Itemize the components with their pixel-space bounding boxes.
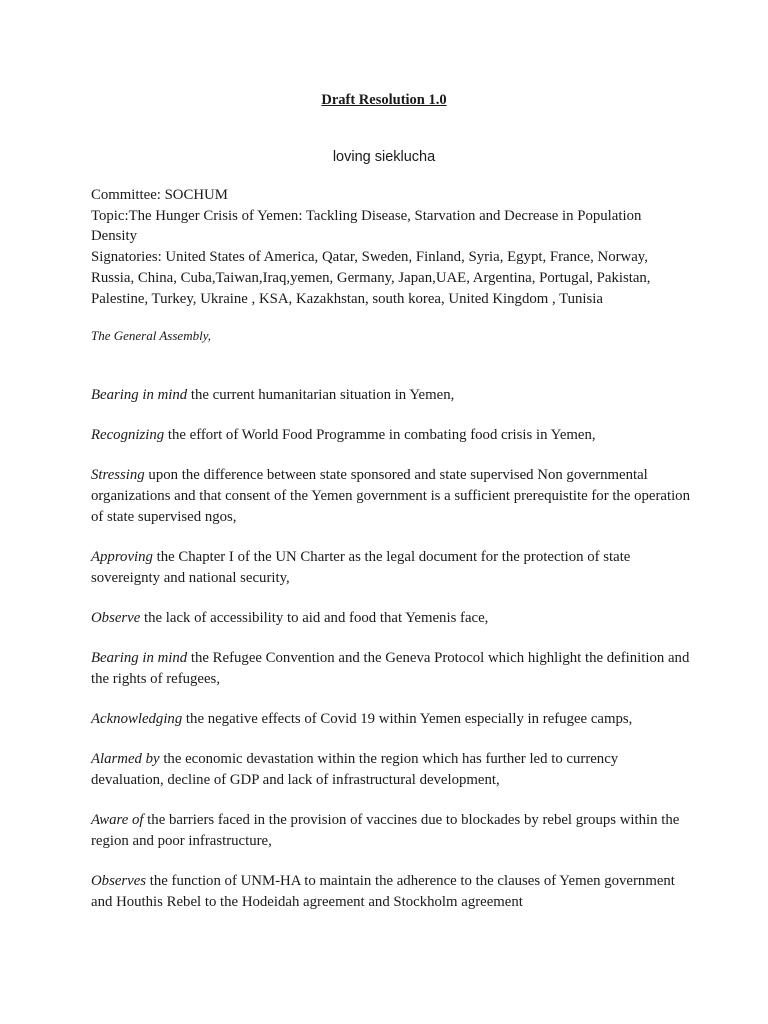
clause (91, 648, 691, 690)
clause-lead: Approving (91, 549, 153, 565)
clause-lead: Recognizing (91, 427, 165, 443)
clause-text: the Refugee Convention and the Geneva Protocol which highlight the definition and the rights of refugees, (91, 650, 690, 687)
clause (91, 608, 691, 629)
clause-text: the Chapter I of the UN Charter as the legal document for the protection of state sovereignty and national security, (91, 549, 631, 586)
clause (91, 871, 691, 913)
clause-lead: Observe (91, 610, 141, 626)
clause (91, 749, 691, 791)
signatories-line: Signatories: United States of America, Qatar, Sweden, Finland, Syria, Egypt, France, Norway, Russia, China, Cuba,Taiwan,Iraq,yemen, Germany, Japan,UAE, Argentina, Portugal, Pakistan, Palestine, Turkey, Ukraine , KSA, Kazakhstan, south korea, United Kingdom , Tunisia (91, 249, 651, 307)
clause-lead: Stressing (91, 467, 145, 483)
author-name: loving sieklucha (332, 149, 436, 165)
clause (91, 465, 691, 528)
clause-text: the economic devastation within the region which has further led to currency devaluation, decline of GDP and lack of infrastructural development, (91, 751, 619, 788)
clause-lead: Bearing in mind (91, 387, 188, 403)
clause-lead: Acknowledging (91, 711, 183, 727)
clause-text: upon the difference between state sponsored and state supervised Non governmental organizations and that consent of the Yemen government is a sufficient prerequistite for the operation of state supervised ngos, (91, 467, 690, 525)
clause-text: the current humanitarian situation in Yemen, (187, 387, 455, 403)
resolution-metadata (91, 185, 691, 309)
general-assembly-heading: The General Assembly, (91, 328, 211, 343)
clause (91, 810, 691, 852)
clause (91, 385, 691, 406)
clause-lead: Aware of (91, 812, 144, 828)
clause-lead: Observes (91, 873, 147, 889)
clause-text: the function of UNM-HA to maintain the adherence to the clauses of Yemen government and Houthis Rebel to the Hodeidah agreement and Stockholm agreement (91, 873, 675, 910)
clause-text: the barriers faced in the provision of vaccines due to blockades by rebel groups within the region and poor infrastructure, (91, 812, 680, 849)
clause (91, 547, 691, 589)
clause-lead: Bearing in mind (91, 650, 188, 666)
clause (91, 709, 691, 730)
document-title: Draft Resolution 1.0 (321, 92, 447, 108)
topic-line: Topic:The Hunger Crisis of Yemen: Tackling Disease, Starvation and Decrease in Population Density (91, 207, 642, 245)
clause-lead: Alarmed by (91, 751, 160, 767)
clause-text: the lack of accessibility to aid and food that Yemenis face, (140, 610, 489, 626)
committee-line: Committee: SOCHUM (91, 187, 228, 203)
clause-text: the negative effects of Covid 19 within Yemen especially in refugee camps, (182, 711, 633, 727)
clause (91, 425, 691, 446)
clause-text: the effort of World Food Programme in combating food crisis in Yemen, (164, 427, 596, 443)
preambulatory-clauses (91, 385, 691, 913)
